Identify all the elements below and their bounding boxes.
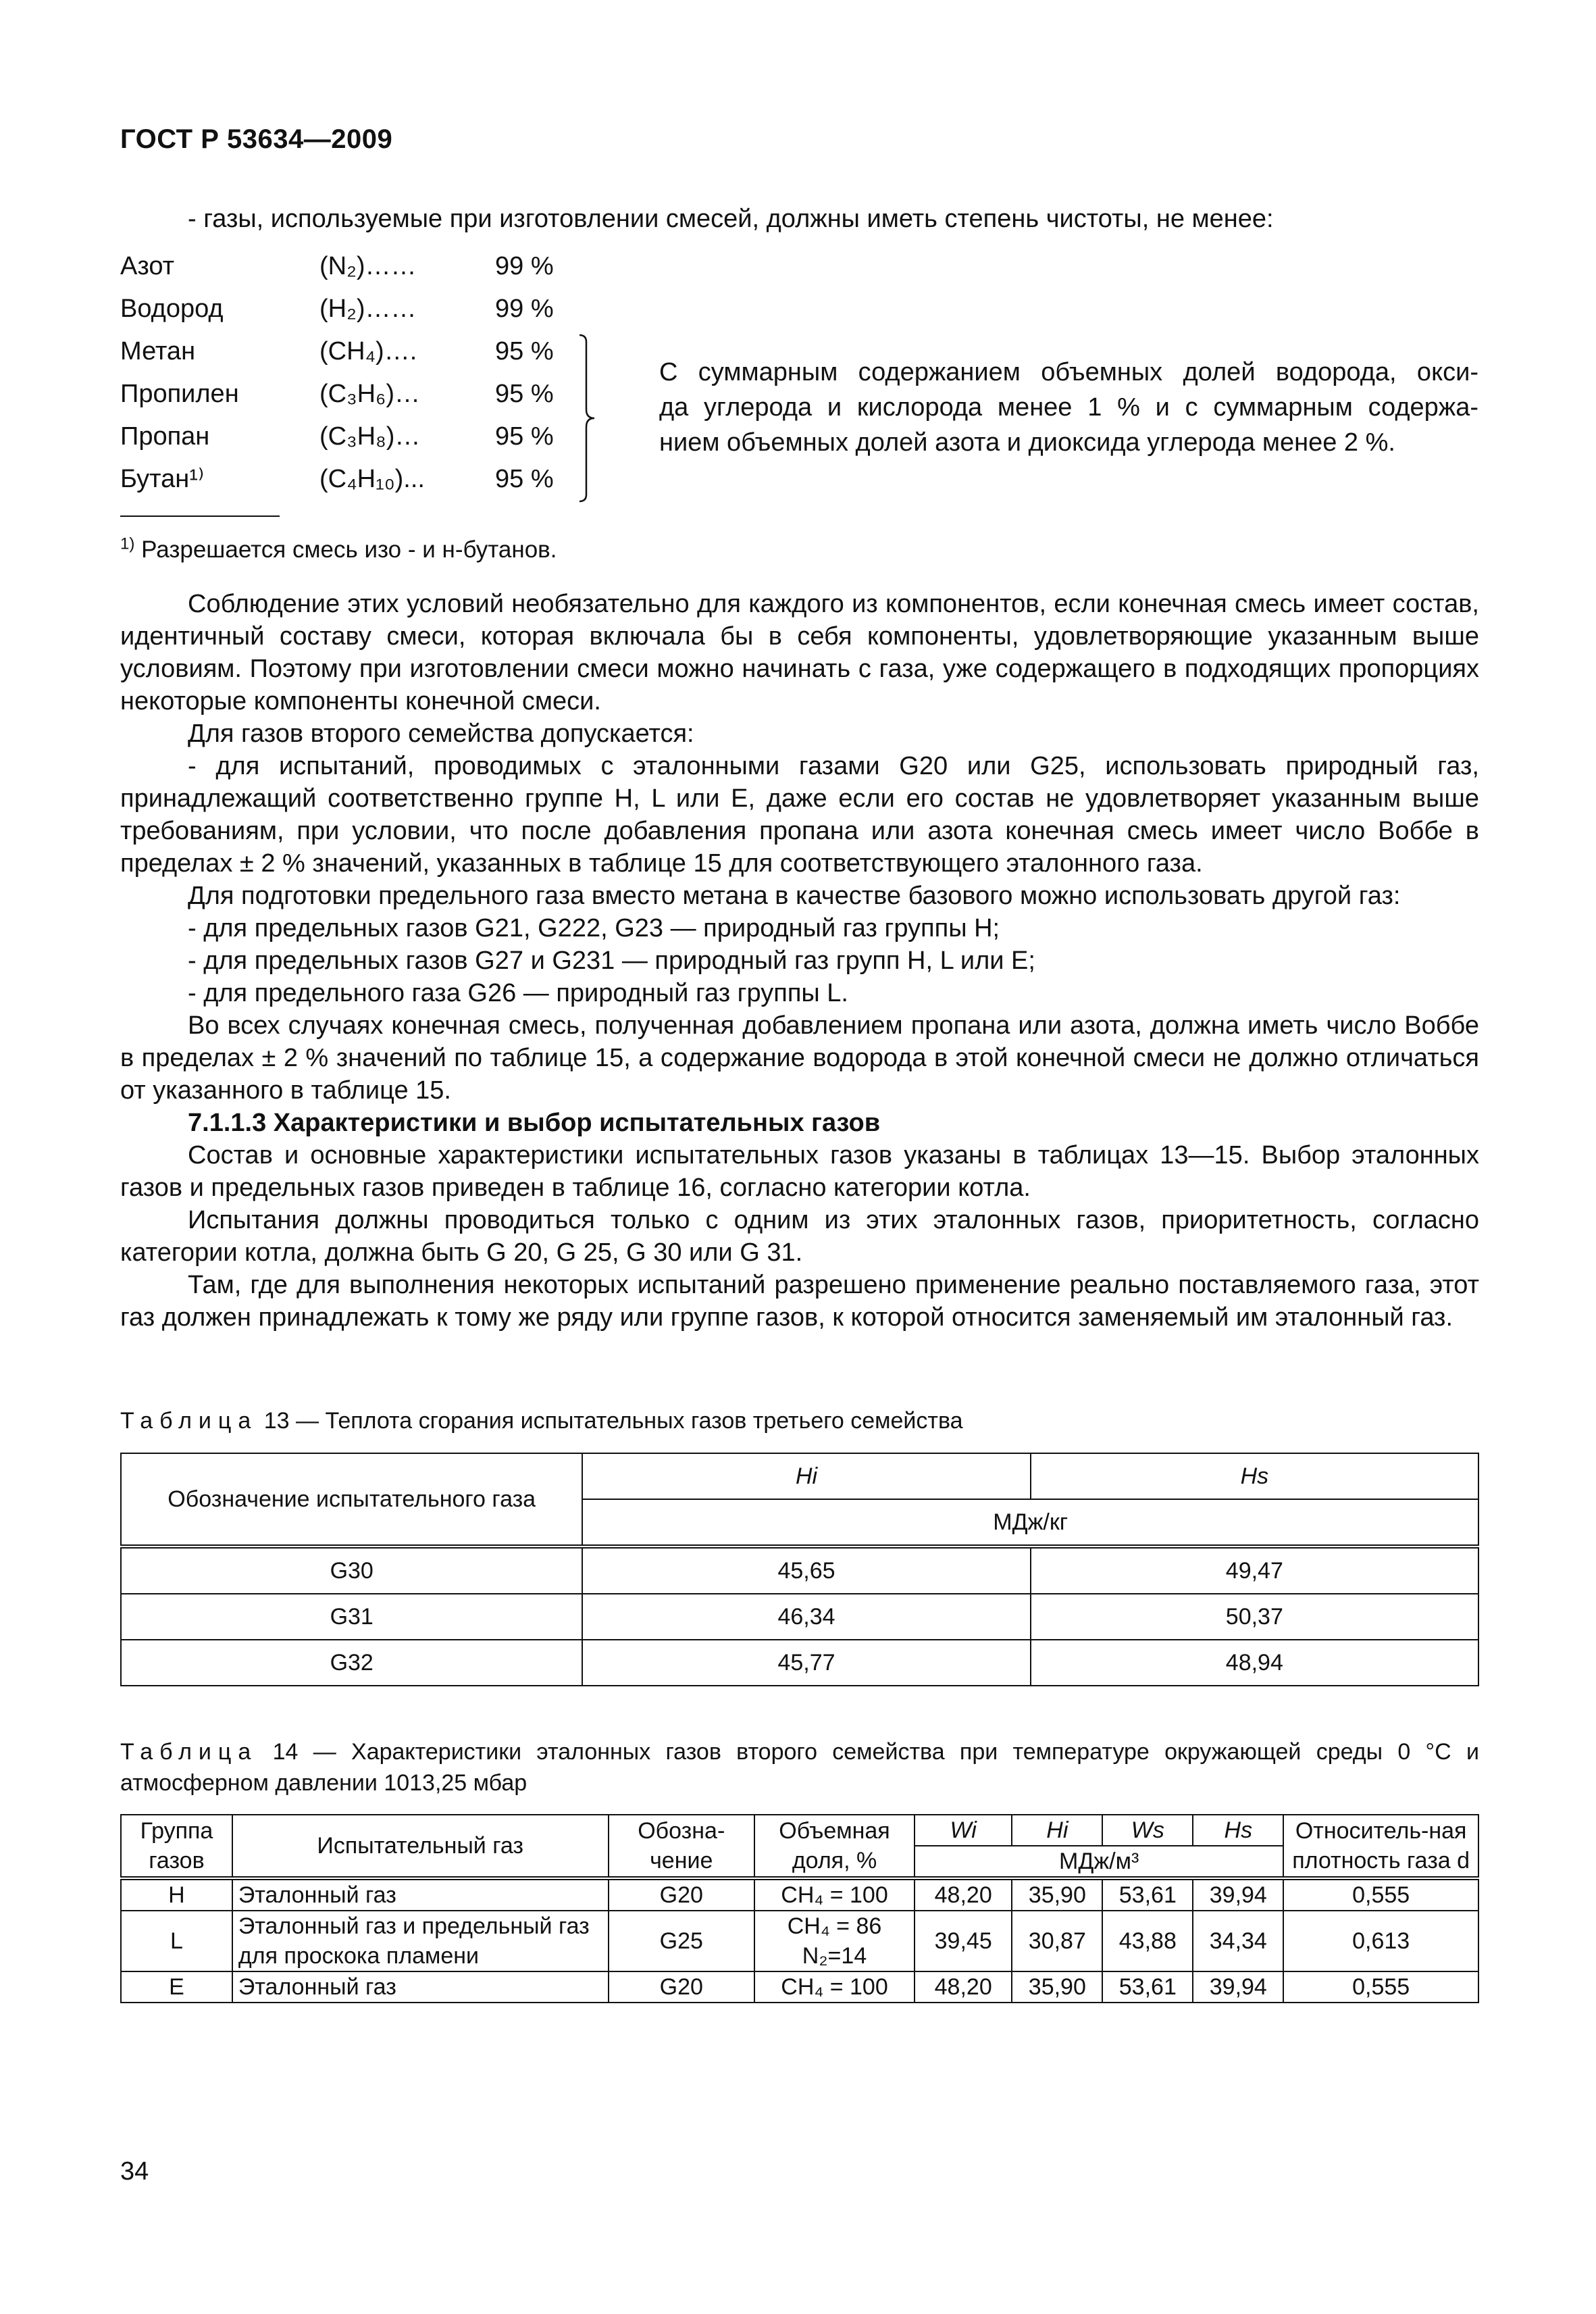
col-header-hi: Hi — [582, 1453, 1030, 1499]
gas-formula: (CH₄)…. — [319, 337, 417, 366]
section-title: 7.1.1.3 Характеристики и выбор испытательных газов — [188, 1109, 881, 1137]
caption-text: 14 — Характеристики эталонных газов второго семейства при температуре окружающей среды 0 °С и атмосферном давлении 1013,25 мбар — [120, 1739, 1479, 1796]
cell-density: 0,555 — [1283, 1878, 1478, 1911]
cell-gas: G31 — [121, 1594, 582, 1640]
brace-note-line: С суммарным содержанием объемных долей водорода, окси- — [659, 358, 1478, 386]
paragraph: Во всех случаях конечная смесь, полученная добавлением пропана или азота, должна иметь число Воббе в пределах ± 2 % значений по таблице 15, а содержание водорода в этой конечной смеси не должно отличаться от указанного в таблице 15. — [120, 1011, 1479, 1105]
paragraph: Для газов второго семейства допускается: — [188, 720, 694, 748]
table-row — [121, 1594, 1478, 1640]
paragraph: - для испытаний, проводимых с эталонными газами G20 или G25, использовать природный газ, принадлежащий соответственно группе H, L или E, даже если его состав не удовлетворяет указанным выше требованиям, при условии, что после добавления пропана или азота конечная смесь имеет число Воббе в пределах ± 2 % значений, указанных в таблице 15 для соответствующего эталонного газа. — [120, 752, 1479, 878]
col-header-gas: Испытательный газ — [232, 1815, 609, 1878]
col-header-density: Относитель-ная плотность газа d — [1283, 1815, 1478, 1878]
col-header-fraction: Объемная доля, % — [754, 1815, 915, 1878]
gas-name: Пропилен — [120, 380, 239, 408]
purity-row — [120, 250, 1479, 293]
col-header-hs: Hs — [1031, 1453, 1478, 1499]
paragraph: Испытания должны проводиться только с одним из этих эталонных газов, приоритетность, согласно категории котла, должна быть G 20, G 25, G 30 или G 31. — [120, 1206, 1479, 1267]
col-header-ws: Ws — [1102, 1815, 1193, 1846]
purity-list — [120, 250, 1479, 505]
document-header: ГОСТ Р 53634—2009 — [120, 124, 393, 154]
paragraph: Соблюдение этих условий необязательно для каждого из компонентов, если конечная смесь имеет состав, идентичный составу смеси, которая включала бы в себя компоненты, удовлетворяющие указанным выше условиям. Поэтому при изготовлении смеси можно начинать с газа, уже содержащего в подходящих пропорциях некоторые компоненты конечной смеси. — [120, 590, 1479, 715]
cell-designation: G20 — [609, 1971, 754, 2003]
footnote-divider — [120, 515, 280, 517]
paragraph: - для предельных газов G27 и G231 — природный газ групп H, L или E; — [188, 947, 1035, 975]
table14-caption — [120, 1736, 1479, 1799]
paragraph: - для предельных газов G21, G222, G23 — природный газ группы H; — [188, 914, 1000, 942]
col-header-designation: Обозна-чение — [609, 1815, 754, 1878]
cell-hi: 46,34 — [582, 1594, 1030, 1640]
col-header-hs: Hs — [1193, 1815, 1283, 1846]
unit-header: МДж/м³ — [915, 1846, 1283, 1878]
paragraph: Состав и основные характеристики испытательных газов указаны в таблицах 13—15. Выбор эталонных газов и предельных газов приведен в таблице 16, согласно категории котла. — [120, 1141, 1479, 1202]
cell-density: 0,613 — [1283, 1911, 1478, 1971]
cell-gas: G32 — [121, 1640, 582, 1686]
brace-note-line: нием объемных долей азота и диоксида углерода менее 2 %. — [659, 428, 1395, 457]
purity-intro: - газы, используемые при изготовлении смесей, должны иметь степень чистоты, не менее: — [188, 205, 1274, 233]
gas-purity: 95 % — [495, 465, 554, 493]
gas-purity: 95 % — [495, 380, 554, 408]
cell-designation: G25 — [609, 1911, 754, 1971]
footnote-text: Разрешается смесь изо - и н-бутанов. — [141, 536, 557, 563]
cell-group: L — [121, 1911, 232, 1971]
cell-ws: 53,61 — [1102, 1878, 1193, 1911]
table13-caption — [120, 1405, 1479, 1436]
cell-group: E — [121, 1971, 232, 2003]
brace-note — [659, 355, 1478, 460]
gas-purity: 95 % — [495, 337, 554, 366]
table-row — [121, 1878, 1478, 1911]
cell-hs: 39,94 — [1193, 1878, 1283, 1911]
gas-purity: 99 % — [495, 252, 554, 280]
gas-name: Метан — [120, 337, 196, 366]
gas-purity: 95 % — [495, 422, 554, 451]
gas-formula: (N₂)…… — [319, 252, 417, 280]
purity-row — [120, 293, 1479, 335]
gas-name: Водород — [120, 295, 224, 323]
body-text — [120, 588, 1479, 1334]
footnote-mark: 1) — [120, 534, 135, 553]
gas-formula: (H₂)…… — [319, 295, 417, 323]
cell-fraction: CH₄ = 100 — [754, 1878, 915, 1911]
footnote — [120, 534, 557, 566]
cell-hi: 45,65 — [582, 1546, 1030, 1594]
cell-ws: 43,88 — [1102, 1911, 1193, 1971]
cell-hs: 49,47 — [1031, 1546, 1478, 1594]
curly-brace-icon — [566, 334, 600, 503]
paragraph: Там, где для выполнения некоторых испытаний разрешено применение реально поставляемого газа, этот газ должен принадлежать к тому же ряду или группе газов, к которой относится заменяемый им эталонный газ. — [120, 1271, 1479, 1332]
cell-group: H — [121, 1878, 232, 1911]
cell-hi: 30,87 — [1012, 1911, 1102, 1971]
table-row — [121, 1971, 1478, 2003]
cell-hs: 39,94 — [1193, 1971, 1283, 2003]
brace-note-line: да углерода и кислорода менее 1 % и с суммарным содержа- — [659, 393, 1478, 422]
page-number: 34 — [120, 2157, 149, 2186]
caption-word: Таблица — [120, 1739, 258, 1765]
cell-hi: 45,77 — [582, 1640, 1030, 1686]
gas-formula: (C₃H₈)… — [319, 422, 421, 451]
cell-wi: 48,20 — [915, 1878, 1012, 1911]
cell-density: 0,555 — [1283, 1971, 1478, 2003]
table-row — [121, 1640, 1478, 1686]
caption-text: 13 — Теплота сгорания испытательных газов третьего семейства — [263, 1408, 963, 1434]
cell-hi: 35,90 — [1012, 1878, 1102, 1911]
col-header-hi: Hi — [1012, 1815, 1102, 1846]
cell-fraction: CH₄ = 100 — [754, 1971, 915, 2003]
col-header-wi: Wi — [915, 1815, 1012, 1846]
gas-name: Азот — [120, 252, 175, 280]
table-13 — [120, 1453, 1479, 1686]
gas-name: Пропан — [120, 422, 210, 451]
cell-designation: G20 — [609, 1878, 754, 1911]
cell-ws: 53,61 — [1102, 1971, 1193, 2003]
table-row — [121, 1911, 1478, 1971]
cell-hi: 35,90 — [1012, 1971, 1102, 2003]
cell-gas: Эталонный газ — [232, 1971, 609, 2003]
cell-hs: 48,94 — [1031, 1640, 1478, 1686]
table-row — [121, 1546, 1478, 1594]
cell-gas: Эталонный газ и предельный газ для проскока пламени — [232, 1911, 609, 1971]
gas-formula: (C₃H₆)… — [319, 380, 420, 408]
paragraph: Для подготовки предельного газа вместо метана в качестве базового можно использовать другой газ: — [188, 882, 1401, 910]
cell-wi: 39,45 — [915, 1911, 1012, 1971]
cell-wi: 48,20 — [915, 1971, 1012, 2003]
caption-word: Таблица — [120, 1408, 258, 1434]
paragraph: - для предельного газа G26 — природный газ группы L. — [188, 979, 848, 1007]
gas-name: Бутан¹⁾ — [120, 465, 205, 493]
cell-hs: 50,37 — [1031, 1594, 1478, 1640]
unit-header: МДж/кг — [582, 1499, 1478, 1546]
cell-hs: 34,34 — [1193, 1911, 1283, 1971]
gas-purity: 99 % — [495, 295, 554, 323]
purity-row — [120, 463, 1479, 505]
col-header-group: Группа газов — [121, 1815, 232, 1878]
cell-fraction: CH₄ = 86 N₂=14 — [754, 1911, 915, 1971]
cell-gas: Эталонный газ — [232, 1878, 609, 1911]
cell-gas: G30 — [121, 1546, 582, 1594]
table-14 — [120, 1814, 1479, 2003]
col-header-designation: Обозначение испытательного газа — [121, 1453, 582, 1546]
gas-formula: (C₄H₁₀)... — [319, 465, 425, 493]
